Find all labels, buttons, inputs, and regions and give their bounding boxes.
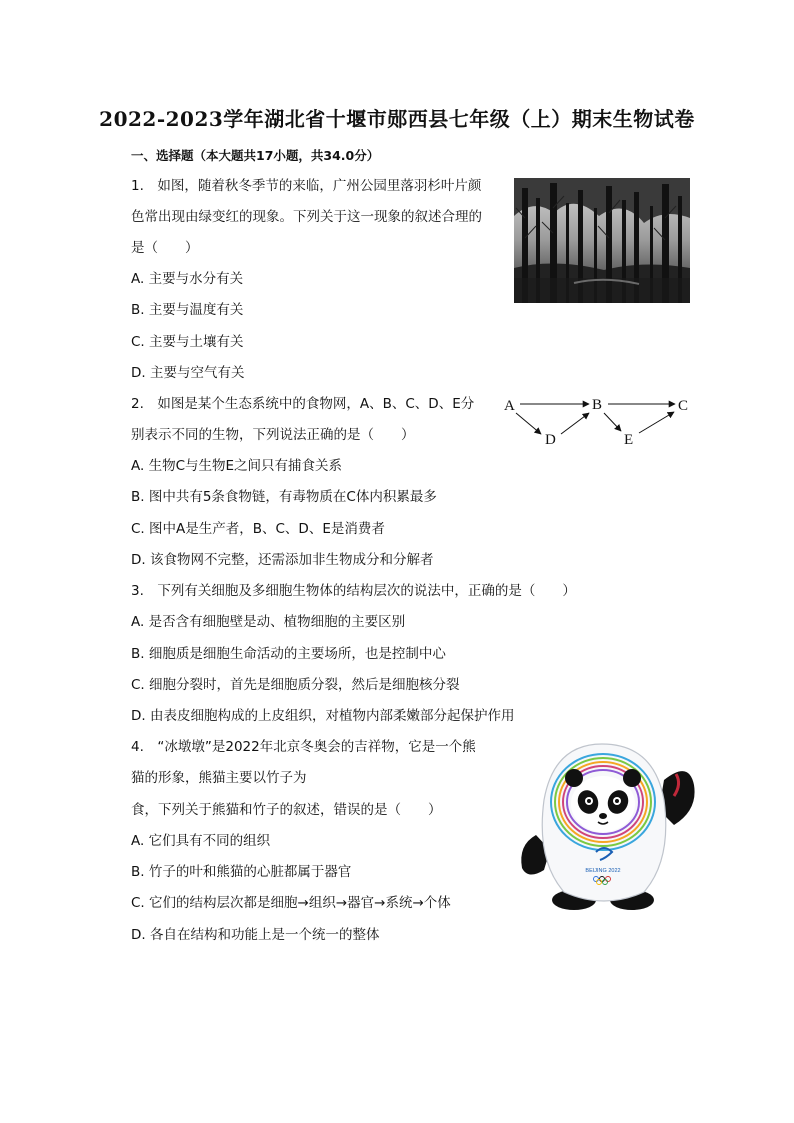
q1-stem-line-3: 是（ ） (131, 240, 199, 256)
q2-option-d: D. 该食物网不完整，还需添加非生物成分和分解者 (131, 552, 434, 568)
food-web-diagram (500, 393, 700, 455)
q2-stem-line-1: 2. 如图是某个生态系统中的食物网，A、B、C、D、E分 (131, 396, 475, 412)
q3-option-c: C. 细胞分裂时，首先是细胞质分裂，然后是细胞核分裂 (131, 677, 460, 693)
arrow-a-d (516, 413, 541, 434)
node-e: E (624, 432, 634, 448)
q3-option-d: D. 由表皮细胞构成的上皮组织，对植物内部柔嫩部分起保护作用 (131, 708, 515, 724)
arrow-d-b (561, 413, 589, 434)
q1-option-b: B. 主要与温度有关 (131, 302, 244, 318)
node-c: C (678, 398, 689, 414)
node-b: B (592, 397, 603, 413)
node-a: A (504, 398, 515, 414)
q4-option-a: A. 它们具有不同的组织 (131, 833, 271, 849)
q2-option-a: A. 生物C与生物E之间只有捕食关系 (131, 458, 343, 474)
emblem-text: BEIJING 2022 (585, 868, 621, 874)
q1-stem-line-1: 1. 如图，随着秋冬季节的来临，广州公园里落羽杉叶片颜 (131, 178, 482, 194)
q1-stem-line-2: 色常出现由绿变红的现象。下列关于这一现象的叙述合理的 (131, 209, 482, 225)
arrow-e-c (639, 412, 674, 433)
q2-option-b: B. 图中共有5条食物链，有毒物质在C体内积累最多 (131, 489, 437, 505)
q4-option-d: D. 各自在结构和功能上是一个统一的整体 (131, 927, 380, 943)
q3-option-b: B. 细胞质是细胞生命活动的主要场所，也是控制中心 (131, 646, 446, 662)
arrow-b-e (604, 413, 621, 431)
q4-option-b: B. 竹子的叶和熊猫的心脏都属于器官 (131, 864, 352, 880)
bing-dwen-dwen-mascot (514, 740, 698, 912)
section-heading: 一、选择题（本大题共17小题，共34.0分） (131, 148, 380, 163)
q4-stem-line-3: 食，下列关于熊猫和竹子的叙述，错误的是（ ） (131, 802, 442, 818)
q1-option-c: C. 主要与土壤有关 (131, 334, 244, 350)
q1-option-d: D. 主要与空气有关 (131, 365, 245, 381)
forest-photo (514, 178, 690, 303)
q3-option-a: A. 是否含有细胞壁是动、植物细胞的主要区别 (131, 614, 406, 630)
q4-option-c: C. 它们的结构层次都是细胞→组织→器官→系统→个体 (131, 895, 451, 911)
q3-stem-line-1: 3. 下列有关细胞及多细胞生物体的结构层次的说法中，正确的是（ ） (131, 583, 576, 599)
q2-option-c: C. 图中A是生产者，B、C、D、E是消费者 (131, 521, 385, 537)
exam-title: 2022-2023学年湖北省十堰市郧西县七年级（上）期末生物试卷 (99, 107, 695, 131)
q2-stem-line-2: 别表示不同的生物，下列说法正确的是（ ） (131, 427, 415, 443)
q1-option-a: A. 主要与水分有关 (131, 271, 244, 287)
q4-stem-line-1: 4. “冰墩墩”是2022年北京冬奥会的吉祥物，它是一个熊 (131, 739, 476, 755)
node-d: D (545, 432, 556, 448)
q4-stem-line-2: 猫的形象，熊猫主要以竹子为 (131, 770, 307, 786)
